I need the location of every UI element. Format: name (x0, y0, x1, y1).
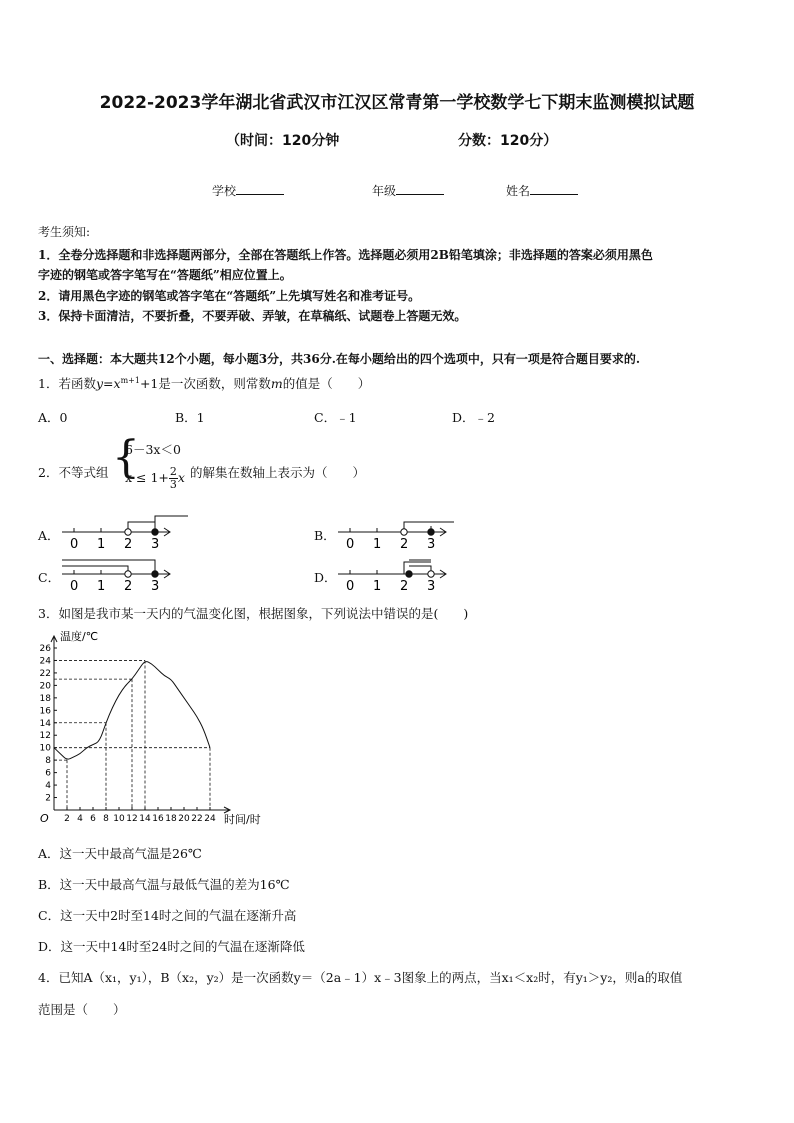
x-tick-label: 6 (90, 814, 96, 824)
filled-circle-icon (152, 571, 158, 577)
y-tick-label: 18 (39, 693, 51, 704)
y-tick-label: 10 (39, 743, 51, 754)
q2-inequality-2 (125, 466, 185, 491)
system-brace: { (112, 432, 140, 483)
filled-circle-icon (152, 529, 158, 535)
question-4-line-1: 4．已知A（x₁，y₁），B（x₂，y₂）是一次函数y＝（2a﹣1）x﹣3图象上的两点，当x₁＜x₂时，有y₁＞y₂，则a的取值 (38, 970, 683, 985)
grade-label: 年级 (372, 184, 397, 198)
school-field (212, 182, 284, 199)
q2-option-c-label: C． (38, 570, 61, 585)
x-tick-label: 20 (178, 814, 190, 824)
x-tick-label: 22 (191, 814, 203, 824)
exam-time: （时间：120分钟 (226, 133, 340, 149)
q1-m: m (270, 376, 283, 391)
notes-heading: 考生须知: (38, 225, 91, 239)
q1-eq: = (103, 376, 114, 391)
name-label: 姓名 (506, 184, 531, 198)
q2-option-a-label: A． (38, 528, 60, 543)
y-tick-label: 2 (45, 793, 51, 804)
name-blank (530, 182, 578, 195)
q2-option-b-numberline (334, 512, 474, 552)
q2-inequality-1: 6－3x＜0 (125, 442, 181, 457)
tick-label-0: 0 (346, 537, 355, 552)
temperature-chart (30, 628, 280, 833)
y-tick-label: 8 (45, 756, 51, 767)
y-tick-label: 12 (39, 731, 51, 742)
section-heading: 一、选择题：本大题共12个小题，每小题3分，共36分.在每小题给出的四个选项中，只有一项是符合题目要求的. (38, 352, 641, 366)
q1-end: 的值是（ ） (282, 376, 371, 391)
school-blank (236, 182, 284, 195)
q3-option-a: A．这一天中最高气温是26℃ (38, 846, 202, 861)
tick-label-3: 3 (427, 537, 436, 552)
y-tick-label: 4 (45, 781, 51, 792)
note-line-2: 字迹的钢笔或答字笔写在“答题纸”相应位置上。 (38, 268, 292, 282)
open-circle-icon (125, 571, 131, 577)
grade-field (372, 182, 444, 199)
note-line-4: 3．保持卡面清洁，不要折叠，不要弄破、弄皱，在草稿纸、试题卷上答题无效。 (38, 309, 467, 323)
q1-prefix: 1．若函数 (38, 376, 96, 391)
q2-ineq2-a: x ≤ 1+ (125, 470, 169, 485)
x-tick-label: 10 (113, 814, 125, 824)
q2-option-d-numberline (334, 554, 474, 594)
y-tick-label: 20 (39, 681, 51, 692)
tick-label-2: 2 (124, 537, 133, 552)
note-line-1: 1．全卷分选择题和非选择题两部分，全部在答题纸上作答。选择题必须用2B铅笔填涂；非选择题的答案必须用黑色 (38, 248, 653, 262)
q2-option-b-label: B． (314, 528, 336, 543)
question-3: 3．如图是我市某一天内的气温变化图，根据图象，下列说法中错误的是( ) (38, 606, 469, 621)
y-tick-label: 24 (39, 656, 51, 667)
tick-label-0: 0 (346, 579, 355, 594)
tick-label-0: 0 (70, 537, 79, 552)
q1-suffix: 是一次函数，则常数 (158, 376, 271, 391)
q2-option-a-numberline (58, 512, 198, 552)
note-line-3: 2．请用黑色字迹的钢笔或答字笔在“答题纸”上先填写姓名和准考证号。 (38, 289, 421, 303)
q1-option-a: A．0 (38, 410, 68, 425)
filled-circle-icon (406, 571, 412, 577)
y-tick-label: 26 (39, 644, 51, 654)
q1-exp: m+1 (120, 375, 140, 385)
question-4-line-2: 范围是（ ） (38, 1002, 126, 1017)
y-tick-label: 22 (39, 668, 51, 679)
q1-x: x (113, 376, 121, 391)
q2-frac-den: 3 (169, 478, 177, 491)
y-tick-label: 6 (45, 768, 51, 779)
q2-prefix: 2．不等式组 (38, 465, 109, 480)
tick-label-3: 3 (427, 579, 436, 594)
q2-fraction (169, 466, 178, 491)
q1-option-b: B．1 (175, 410, 205, 425)
q2-option-c-numberline (58, 554, 198, 594)
tick-label-3: 3 (151, 579, 160, 594)
x-tick-label: 24 (204, 814, 216, 824)
q2-ineq2-b: x (177, 470, 185, 485)
x-tick-label: 12 (126, 814, 138, 824)
q1-y: y (95, 376, 104, 391)
tick-label-1: 1 (97, 579, 106, 594)
y-axis-label: 温度/℃ (60, 630, 99, 643)
x-tick-label: 4 (77, 814, 83, 824)
x-tick-label: 14 (139, 814, 151, 824)
open-circle-icon (428, 571, 434, 577)
q1-option-c: C．﹣1 (314, 410, 357, 425)
x-tick-label: 18 (165, 814, 177, 824)
grade-blank (396, 182, 444, 195)
tick-label-2: 2 (400, 579, 409, 594)
y-tick-label: 14 (39, 718, 51, 729)
name-field (506, 182, 578, 199)
page-title: 2022-2023学年湖北省武汉市江汉区常青第一学校数学七下期末监测模拟试题 (99, 93, 695, 113)
open-circle-icon (401, 529, 407, 535)
tick-label-0: 0 (70, 579, 79, 594)
q2-option-d-label: D． (314, 570, 337, 585)
q3-option-c: C．这一天中2时至14时之间的气温在逐渐升高 (38, 908, 297, 923)
x-tick-label: 2 (64, 814, 70, 824)
filled-circle-icon (428, 529, 434, 535)
tick-label-1: 1 (97, 537, 106, 552)
tick-label-1: 1 (373, 579, 382, 594)
q3-option-d: D．这一天中14时至24时之间的气温在逐渐降低 (38, 939, 305, 954)
tick-label-2: 2 (400, 537, 409, 552)
q1-tail: +1 (139, 376, 159, 391)
q1-option-d: D．﹣2 (452, 410, 495, 425)
tick-label-3: 3 (151, 537, 160, 552)
question-1 (38, 374, 370, 392)
x-axis-label: 时间/时 (224, 813, 261, 826)
exam-score: 分数：120分） (458, 133, 558, 149)
y-tick-label: 16 (39, 706, 51, 717)
school-label: 学校 (212, 184, 237, 198)
tick-label-2: 2 (124, 579, 133, 594)
open-circle-icon (125, 529, 131, 535)
tick-label-1: 1 (373, 537, 382, 552)
q3-option-b: B．这一天中最高气温与最低气温的差为16℃ (38, 877, 290, 892)
origin-label: O (40, 812, 49, 825)
q2-frac-num: 2 (169, 465, 177, 478)
q2-suffix: 的解集在数轴上表示为（ ） (190, 465, 366, 480)
x-tick-label: 8 (103, 814, 109, 824)
x-tick-label: 16 (152, 814, 164, 824)
